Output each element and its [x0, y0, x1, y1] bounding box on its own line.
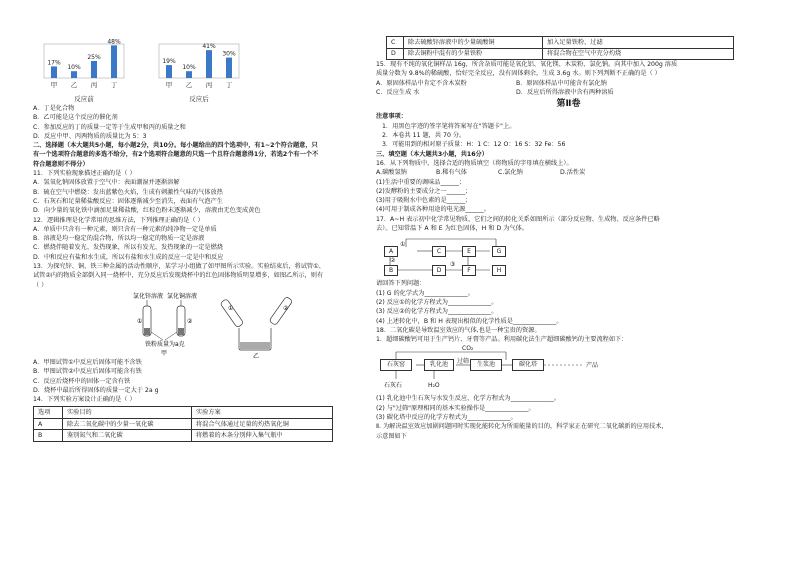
chart-before-bar-0: [51, 66, 57, 78]
section-heading: 有一个选项符合题意的多选不给分，有2个选项符合题意的只选一个且符合题意得1分，若选2个有一个不: [33, 151, 319, 159]
options-row: [376, 79, 761, 88]
table-14-continued: [386, 36, 734, 60]
note-item: 3．可能用到的相对原子质量：H：1 C：12 O：16 S：32 Fe：56: [382, 141, 566, 149]
q16-item: (1)生活中重要的调味品______；: [376, 178, 466, 186]
question-18: 18．二氧化碳是导致温室效应的气体,也是一种宝贵的资源。: [376, 326, 541, 334]
q16-item: (3)用于吸附水中色素的是______；: [376, 197, 472, 205]
co2-label: CO₂: [462, 345, 474, 353]
chart-after: [153, 38, 263, 107]
chart-before-category-1: 乙: [70, 81, 78, 89]
table-cell: C: [387, 37, 404, 49]
chart-after-value-label-1: 10%: [182, 64, 196, 72]
beaker-liquid: [240, 342, 270, 349]
option-line: C．燃烧伴随着发光、发热现象，所以有发光、发热现象的一定是燃烧: [33, 244, 223, 252]
question-11: 11．下列实验现象描述正确的是（ ）: [33, 170, 136, 178]
chart-before-bar-1: [71, 71, 77, 78]
q16-options: [376, 168, 761, 177]
tube-label-1: ①: [137, 317, 143, 325]
chart-before-category-2: 丙: [90, 81, 98, 89]
q17-item: 请回答下列问题：: [376, 280, 426, 288]
flow-node-c: C: [432, 246, 446, 257]
option-line: D．反应中甲、丙两物质的质量比为 5：3: [33, 132, 147, 140]
question-13-cont: 试管②内的物质全部倒入同一烧杯中，充分反应后发现烧杯中的红色固体物质明显增多，如图乙所示，则有: [33, 272, 324, 280]
flow-node-f: F: [462, 265, 476, 276]
question-17-cont: 去）。已知常温下 A 和 E 为红色固体，H 和 D 为气体。: [376, 225, 528, 233]
right-column: [376, 36, 761, 441]
tube-label-2: ②: [187, 317, 193, 325]
chart-before: [38, 38, 148, 107]
flow-box-emulsion: 乳化池: [424, 359, 454, 371]
chart-after-bar-0: [166, 65, 172, 78]
tilted-tube-label-2: ②: [283, 304, 289, 312]
chart-before-category-3: 丁: [110, 81, 118, 89]
option-line: B．溶液是均一稳定的混合物，所以均一稳定的物质一定是溶液: [33, 235, 205, 243]
filter-label: 过筛: [457, 358, 470, 366]
left-column: [33, 38, 388, 442]
iron-powder-1: [144, 328, 150, 335]
chart-before-value-label-0: 17%: [47, 59, 61, 67]
table-cell: A: [34, 418, 63, 430]
table-cell: B: [34, 430, 63, 442]
table-cell: 鉴别氮气和二氧化碳: [63, 430, 192, 442]
table-cell: 加入足量铁粉，过滤: [543, 37, 734, 49]
chart-after-category-2: 丙: [205, 81, 213, 89]
chart-before-caption: 反应前: [74, 95, 94, 103]
table-header-cell: 实验方案: [192, 407, 333, 419]
table-header-row: [34, 407, 333, 419]
option-a: A．原固体样品中肯定不含木炭粉: [376, 79, 467, 87]
question-13: 13．为探究锌、铜、铁三种金属的活动性顺序，某学习小组做了如甲图所示实验。实验结束后，将试管①、: [33, 263, 325, 271]
option-line: B．乙可能是这个反应的催化剂: [33, 114, 118, 122]
figure-jia: 甲: [161, 349, 168, 357]
section-3-heading: 三、填空题（本大题共3小题，共16分）: [376, 150, 488, 158]
option-line: A．单质中只含有一种元素，则只含有一种元素的纯净物一定是单质: [33, 225, 217, 233]
chart-after-category-0: 甲: [165, 81, 173, 89]
left-question-lines-2: [33, 358, 388, 404]
question-18-part1: 1．超细碳酸钙可用于生产钙片、牙膏等产品。利用碳化法生产超细碳酸钙的主要流程如下：: [376, 336, 628, 344]
chart-before-svg: [38, 38, 148, 104]
input-limestone: 石灰石: [384, 382, 403, 390]
table-cell: 将混合物在空气中充分灼烧: [543, 48, 734, 60]
chart-before-category-0: 甲: [50, 81, 58, 89]
experiment-figure: [33, 290, 388, 358]
left-question-lines: [33, 104, 388, 290]
table-cell: 将混合气体通过足量的灼热氧化铜: [192, 418, 333, 430]
chart-before-bar-2: [91, 61, 97, 78]
flow-node-b: B: [384, 265, 398, 276]
flow-box-slurry: 生浆池: [470, 359, 502, 371]
question-14: 14．下列实验方案设计正确的是（ ）: [33, 396, 136, 404]
question-15-cont: 质量分数为 9.8%的稀硫酸，恰好完全反应，没有固体剩余，生成 3.6g 水。则下列判断不正确的是（ ）: [376, 70, 661, 78]
q16-item: (2)发酵粉的主要成分之一______；: [376, 187, 472, 195]
q18-item: (3) 碳化塔中反应的化学方程式为______________。: [376, 414, 517, 422]
reagent-zncl2: 氯化锌溶液: [133, 292, 164, 300]
reagent-cucl2: 氯化铜溶液: [167, 292, 198, 300]
table-row: [34, 430, 333, 442]
product-label: 产品: [586, 362, 599, 370]
flow-box-carbonation: 碳化塔: [512, 359, 544, 371]
option-line: B．硫在空气中燃烧：发出蓝紫色火焰，生成有刺激性气味的气体放热: [33, 188, 223, 196]
q16-option: B.稀有气体: [436, 169, 467, 177]
q17-item: (3) 反应②的化学方程式为______________。: [376, 308, 498, 316]
step-3-label: ③: [450, 261, 456, 269]
option-b: B．原固体样品中可能含有氯化钠: [516, 79, 607, 87]
option-line: C．石灰石和足量稀盐酸反应：固体逐渐减少至消失，表面有气泡产生: [33, 197, 223, 205]
table-14: [33, 406, 333, 442]
step-2-label: ②: [390, 257, 396, 265]
section-2-title: 第Ⅱ卷: [556, 99, 581, 110]
iron-powder-2: [178, 328, 184, 335]
step-1-label: ①: [400, 241, 406, 249]
q18-item: (1) 乳化池中生石灰与水发生反应，化学方程式为______________。: [376, 395, 560, 403]
option-line: D．向少量的氧化铁中滴加足量稀盐酸，红棕色粉末逐渐减少，溶液由无色变成黄色: [33, 207, 261, 215]
q17-item: (2) 反应①的化学方程式为______________。: [376, 298, 498, 306]
section-heading: 二、选择题（本大题共5小题，每小题2分，共10分。每小题给出的四个选项中，有1~2个符合题意，只: [33, 142, 318, 150]
chart-after-bar-2: [206, 50, 212, 78]
iron-mass-label: 铁粉质量为a克: [145, 340, 185, 348]
chart-after-category-3: 丁: [225, 81, 233, 89]
q16-option: A.碳酸氢钠: [376, 169, 407, 177]
option-line: C．反应后烧杯中的固体一定含有铁: [33, 377, 131, 385]
table-cell: 除去铜粉中混有的少量铁粉: [404, 48, 543, 60]
question-16: 16．从下列物质中，选择合适的物质填空（将物质的字母填在横线上）。: [376, 159, 573, 167]
option-c: C．反应生成 水: [376, 88, 420, 96]
option-d: D．反应后所得溶液中含有两种溶质: [516, 88, 614, 96]
option-line: C．参加反应的丁的质量一定等于生成甲和丙的质量之和: [33, 123, 186, 131]
tilted-tube-label-1: ①: [228, 304, 234, 312]
q16-option: D.活性炭: [560, 169, 586, 177]
table-cell: 除去硫酸锌溶液中的少量硫酸铜: [404, 37, 543, 49]
flowchart-18: [376, 344, 761, 394]
table-cell: 将燃着的木条分别伸入集气瓶中: [192, 430, 333, 442]
table-cell: D: [387, 48, 404, 60]
flow-box-kiln: 石灰窑: [380, 359, 412, 371]
q16-item: (4)可用于制成各种用途的电光源______。: [376, 206, 490, 214]
q18-item: (2) 与"过筛"原理相同的基本实验操作是______________。: [376, 404, 535, 412]
chart-before-value-label-1: 10%: [67, 64, 81, 72]
chart-after-caption: 反应后: [189, 95, 209, 103]
flow-node-g: G: [492, 246, 506, 257]
experiment-svg: [33, 290, 333, 358]
question-12: 12．逻辑推理是化学常用的思维方法，下列推理正确的是（ ）: [33, 216, 204, 224]
flow-node-d: D: [432, 265, 446, 276]
table-cell: 除去二氧化碳中的少量一氧化碳: [63, 418, 192, 430]
option-line: A．丁是化合物: [33, 105, 75, 112]
q17-item: (4) 上述转化中，B 和 H 表现出相似的化学性质是______________。: [376, 317, 563, 325]
bar-charts: [33, 38, 388, 104]
table-header-cell: 实验目的: [63, 407, 192, 419]
chart-after-bar-3: [226, 58, 232, 78]
chart-after-value-label-0: 19%: [162, 58, 176, 66]
table-row: [34, 418, 333, 430]
chart-before-bar-3: [111, 45, 117, 78]
table-header-cell: 选项: [34, 407, 63, 419]
chart-after-bar-1: [186, 71, 192, 78]
q17-item: (1) G 的化学式为______________。: [376, 289, 474, 297]
option-line: A．甲图试管①中反应后固体可能不含铁: [33, 358, 142, 366]
option-line: D．中和反应有盐和水生成，所以有盐和水生成的反应一定是中和反应: [33, 253, 224, 261]
question-17: 17．A~H 表示初中化学常见物质，它们之间的转化关系如图所示（部分反应物、生成物、反应条件已略: [376, 215, 660, 223]
chart-after-svg: [153, 38, 263, 104]
input-water: H₂O: [428, 382, 440, 390]
tilted-tube-2: [269, 296, 293, 325]
option-line: B．甲图试管②中反应后固体可能含有铁: [33, 368, 142, 376]
chart-before-value-label-2: 25%: [87, 54, 101, 61]
options-row: [376, 88, 761, 97]
flow-node-e: E: [462, 246, 476, 257]
option-line: D．烧杯中最后所得固体的质量一定大于 2a g: [33, 386, 159, 394]
chart-after-value-label-2: 41%: [202, 43, 216, 51]
note-item: 1．用黑色字迹的签字笔将答案写在"答题卡"上。: [382, 122, 516, 130]
q18-part2: Ⅱ. 为解决温室效应加剧问题同时实现化能转化为所需能量的目的，科学家正在研究二氧化碳新的应用技术，: [376, 423, 668, 431]
q18-part2-cont: 示意图如下: [376, 432, 407, 440]
note-item: 2．本卷共 11 题，共 70 分。: [382, 132, 466, 140]
q16-option: C.氯化钠: [498, 169, 523, 177]
tilted-tube-1: [220, 299, 244, 328]
flowchart-17: [376, 234, 761, 278]
section-heading: 符合题意则不得分）: [33, 160, 89, 168]
question-13-cont: （ ）: [33, 281, 48, 289]
notes-heading: 注意事项：: [376, 113, 407, 121]
chart-after-value-label-3: 30%: [222, 50, 236, 58]
flow-node-h: H: [492, 265, 506, 276]
question-15: 15．现有不纯的氧化铜样品 16g，所含杂质可能是氧化铝、氧化镁、木炭粉、氯化钠。向其中加入 200g 溶质: [376, 61, 678, 68]
table-row: [387, 48, 734, 60]
chart-before-value-label-3: 48%: [107, 38, 121, 46]
table-row: [387, 37, 734, 49]
flow-node-a: A: [384, 246, 398, 257]
chart-after-category-1: 乙: [185, 81, 193, 89]
option-line: A．氢氧化钠固体放置于空气中：表面潮湿并逐渐溶解: [33, 179, 180, 187]
figure-yi: 乙: [253, 352, 260, 358]
